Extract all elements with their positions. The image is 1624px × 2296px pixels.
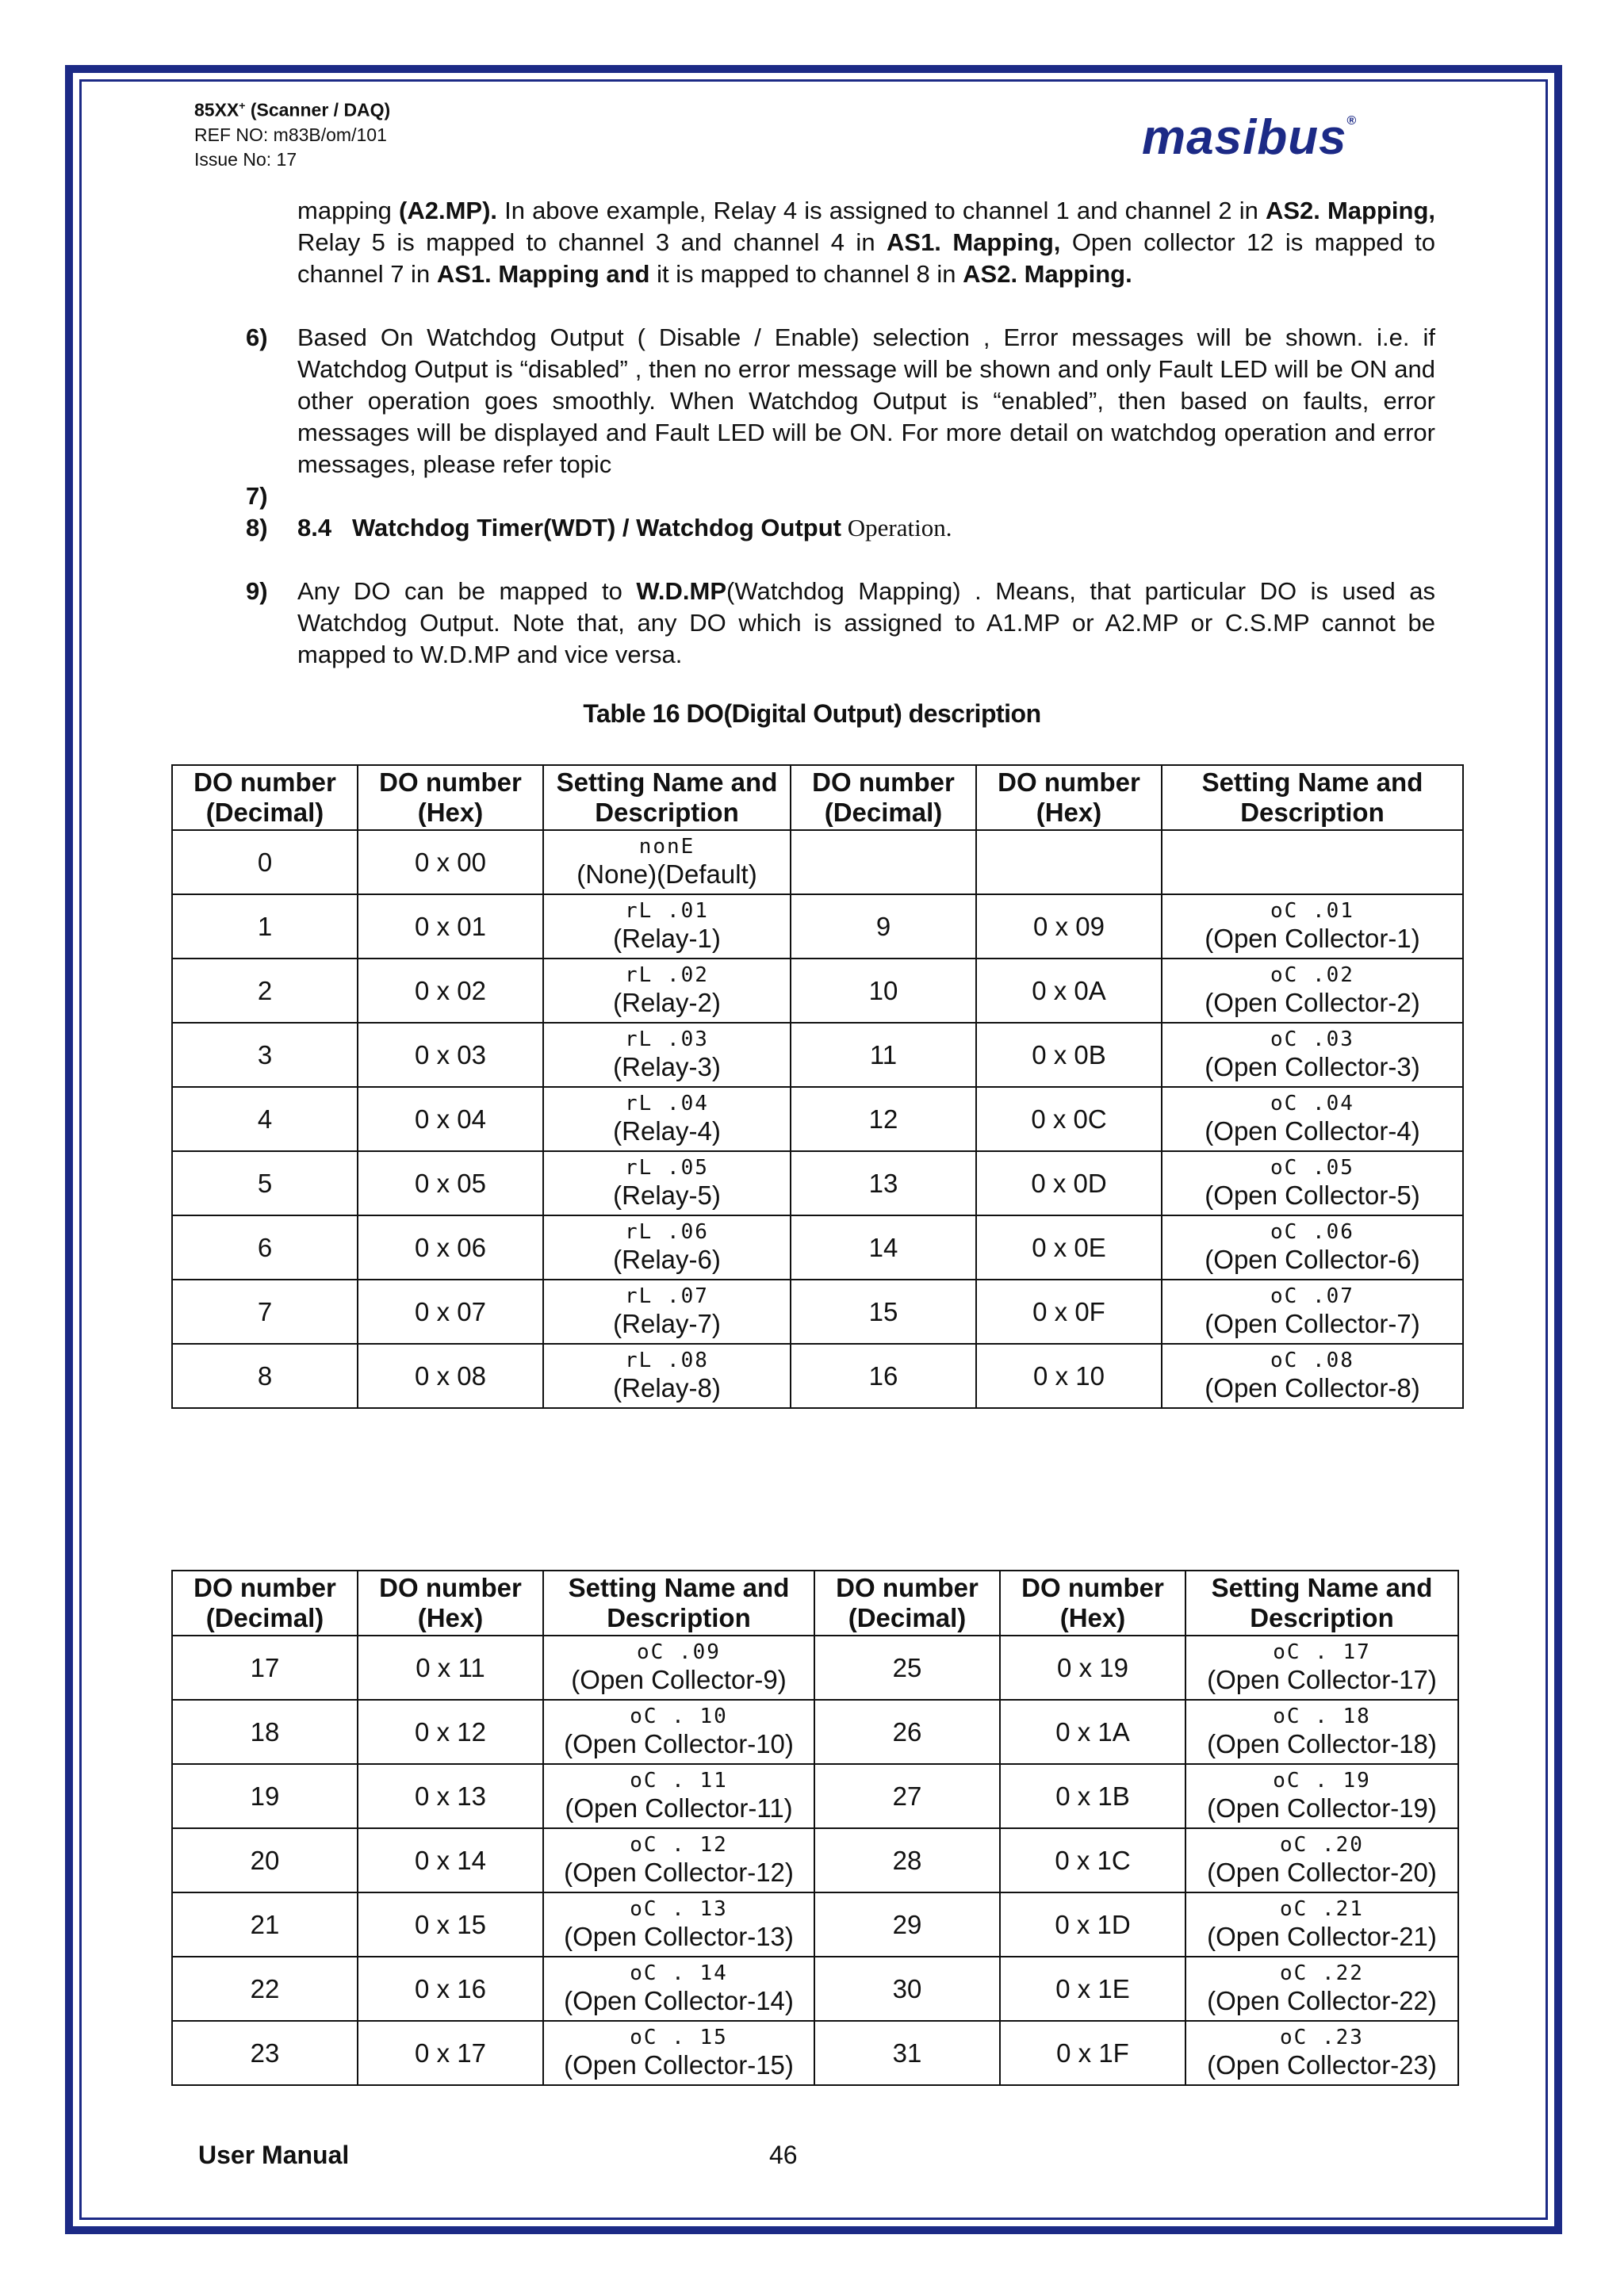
hex-cell: 0 x 19 [1000,1636,1185,1700]
setting-code: rL .05 [625,1157,709,1180]
column-header: DO number (Hex) [976,765,1162,830]
setting-code: oC .23 [1280,2026,1364,2049]
setting-code: oC . 15 [630,2026,728,2049]
setting-description: (None)(Default) [576,859,757,889]
decimal-cell: 26 [814,1700,1000,1764]
setting-code: oC .03 [1270,1028,1354,1051]
setting-code: oC . 17 [1273,1641,1371,1664]
decimal-cell: 18 [172,1700,358,1764]
hex-cell: 0 x 1E [1000,1957,1185,2021]
decimal-cell: 8 [172,1344,358,1408]
item-9-text [297,576,1435,671]
section-title-tail: Operation. [841,514,952,541]
column-header: Setting Name and Description [543,765,791,830]
hex-cell: 0 x 02 [358,959,543,1023]
decimal-cell: 22 [172,1957,358,2021]
decimal-cell: 29 [814,1892,1000,1957]
hex-cell: 0 x 0E [976,1215,1162,1280]
setting-code: oC .06 [1270,1221,1354,1244]
do-table-1 [171,764,1464,1409]
setting-cell [543,1828,814,1892]
setting-description: (Open Collector-11) [565,1793,793,1823]
setting-description: (Relay-2) [613,987,721,1017]
decimal-cell: 30 [814,1957,1000,2021]
setting-code: oC .22 [1280,1962,1364,1985]
setting-description: (Open Collector-23) [1207,2049,1437,2080]
setting-cell [1162,894,1463,959]
setting-code: oC .08 [1270,1349,1354,1372]
setting-description: (Open Collector-4) [1205,1115,1420,1146]
setting-cell [1162,959,1463,1023]
hex-cell: 0 x 12 [358,1700,543,1764]
setting-cell [1185,1700,1458,1764]
table-row [172,1151,1463,1215]
setting-description: (Open Collector-5) [1205,1180,1420,1210]
decimal-cell: 7 [172,1280,358,1344]
setting-code: oC . 14 [630,1962,728,1985]
intro-bold-2: AS2. Mapping, [1265,197,1435,224]
hex-cell: 0 x 03 [358,1023,543,1087]
do-table-2 [171,1570,1459,2086]
decimal-cell: 16 [791,1344,976,1408]
setting-description: (Open Collector-2) [1205,987,1420,1017]
table-caption: Table 16 DO(Digital Output) description [583,699,1041,728]
setting-description: (Open Collector-3) [1205,1051,1420,1081]
setting-description: (Relay-1) [613,923,721,953]
hex-cell: 0 x 15 [358,1892,543,1957]
setting-description: (Open Collector-17) [1207,1664,1437,1694]
decimal-cell: 0 [172,830,358,894]
setting-cell [543,2021,814,2085]
hex-cell: 0 x 13 [358,1764,543,1828]
setting-cell [1162,830,1463,894]
setting-code: oC .04 [1270,1093,1354,1115]
hex-cell: 0 x 16 [358,1957,543,2021]
hex-cell: 0 x 06 [358,1215,543,1280]
item-9-text-1: Any DO can be mapped to [297,577,637,605]
hex-cell: 0 x 1C [1000,1828,1185,1892]
hex-cell [976,830,1162,894]
setting-description: (Relay-6) [613,1244,721,1274]
column-header: DO number (Hex) [1000,1571,1185,1636]
setting-cell [1185,1828,1458,1892]
setting-description: (Open Collector-8) [1205,1372,1420,1402]
hex-cell: 0 x 1B [1000,1764,1185,1828]
table-row [172,894,1463,959]
setting-description: (Relay-7) [613,1308,721,1338]
intro-text-1: mapping [297,197,400,224]
setting-description: (Open Collector-10) [564,1728,794,1758]
intro-bold-1: (A2.MP). [399,197,498,224]
section-title: Watchdog Timer(WDT) / Watchdog Output [351,514,841,541]
decimal-cell: 27 [814,1764,1000,1828]
setting-description: (Open Collector-15) [564,2049,794,2080]
setting-code: oC . 13 [630,1898,728,1921]
setting-cell [543,1280,791,1344]
decimal-cell: 11 [791,1023,976,1087]
item-7-number: 7) [246,482,268,510]
setting-cell [543,1151,791,1215]
decimal-cell: 14 [791,1215,976,1280]
setting-code: oC .07 [1270,1285,1354,1308]
document-header [194,94,390,172]
item-8-number: 8) [246,514,268,541]
hex-cell: 0 x 1A [1000,1700,1185,1764]
setting-cell [543,894,791,959]
item-9-bold: W.D.MP [636,577,727,605]
page-number: 46 [769,2141,798,2169]
table-header-row [172,1571,1458,1636]
setting-cell [543,1087,791,1151]
decimal-cell: 23 [172,2021,358,2085]
setting-description: (Open Collector-13) [564,1921,794,1951]
setting-cell [1162,1023,1463,1087]
item-6-text: Based On Watchdog Output ( Disable / Enable) selection , Error messages will be shown. i.e. if Watchdog Output is “disabled” , then no error message will be shown and only Fault LED will be ON and other operation goes smoothly. When Watchdog Output is “enabled”, then based on faults, error messages will be displayed and Fault LED will be ON. For more detail on watchdog operation and error messages, please refer topic [297,323,1435,478]
setting-code: oC . 11 [630,1770,728,1793]
table-row [172,1828,1458,1892]
setting-description: (Open Collector-22) [1207,1985,1437,2015]
setting-cell [1162,1087,1463,1151]
table-header-row [172,765,1463,830]
setting-description: (Open Collector-9) [571,1664,787,1694]
setting-cell [543,1636,814,1700]
decimal-cell: 13 [791,1151,976,1215]
hex-cell: 0 x 0A [976,959,1162,1023]
setting-code: rL .01 [625,900,709,923]
setting-description: (Open Collector-20) [1207,1857,1437,1887]
table-row [172,1087,1463,1151]
table-row [172,1700,1458,1764]
hex-cell: 0 x 09 [976,894,1162,959]
setting-description: (Open Collector-18) [1207,1728,1437,1758]
setting-code: oC .05 [1270,1157,1354,1180]
intro-bold-3: AS1. Mapping, [887,228,1061,256]
setting-cell [1185,1957,1458,2021]
intro-bold-5: AS2. Mapping. [963,260,1132,288]
decimal-cell: 21 [172,1892,358,1957]
hex-cell: 0 x 07 [358,1280,543,1344]
setting-cell [543,1344,791,1408]
setting-description: (Open Collector-21) [1207,1921,1437,1951]
table-row [172,1892,1458,1957]
intro-text-5: it is mapped to channel 8 in [649,260,963,288]
table-row [172,1957,1458,2021]
product-suffix: (Scanner / DAQ) [245,99,391,121]
setting-code: nonE [638,836,695,859]
column-header: DO number (Hex) [358,765,543,830]
footer-user-manual: User Manual [198,2141,350,2169]
setting-cell [543,1892,814,1957]
decimal-cell: 25 [814,1636,1000,1700]
issue-number: Issue No: 17 [194,148,297,170]
setting-description: (Relay-8) [613,1372,721,1402]
setting-code: rL .02 [625,964,709,987]
setting-cell [543,959,791,1023]
hex-cell: 0 x 17 [358,2021,543,2085]
column-header: Setting Name and Description [1185,1571,1458,1636]
table-row [172,830,1463,894]
intro-text-2: In above example, Relay 4 is assigned to channel 1 and channel 2 in [497,197,1266,224]
setting-description: (Open Collector-14) [564,1985,794,2015]
setting-cell [1185,2021,1458,2085]
setting-cell [543,1764,814,1828]
column-header: Setting Name and Description [543,1571,814,1636]
decimal-cell: 3 [172,1023,358,1087]
setting-cell [1162,1215,1463,1280]
table-row [172,1344,1463,1408]
column-header: DO number (Decimal) [814,1571,1000,1636]
setting-code: oC . 12 [630,1834,728,1857]
setting-code [1162,851,1462,874]
setting-cell [543,1215,791,1280]
setting-cell [1185,1892,1458,1957]
item-8-heading [297,512,1435,544]
hex-cell: 0 x 0F [976,1280,1162,1344]
setting-cell [1162,1151,1463,1215]
setting-code: rL .06 [625,1221,709,1244]
setting-description: (Open Collector-19) [1207,1793,1437,1823]
decimal-cell: 10 [791,959,976,1023]
hex-cell: 0 x 0D [976,1151,1162,1215]
column-header: DO number (Decimal) [791,765,976,830]
table-row [172,1215,1463,1280]
setting-cell [1162,1280,1463,1344]
setting-description: (Relay-3) [613,1051,721,1081]
logo-text: masibus [1142,110,1347,165]
decimal-cell: 4 [172,1087,358,1151]
hex-cell: 0 x 08 [358,1344,543,1408]
column-header: DO number (Hex) [358,1571,543,1636]
decimal-cell: 31 [814,2021,1000,2085]
setting-code: rL .07 [625,1285,709,1308]
hex-cell: 0 x 0B [976,1023,1162,1087]
item-9-text-2: (Watchdog Mapping) . Means, that particular DO is used as Watchdog Output. Note that, any DO which is assigned to A1.MP or A2.MP or C.S.MP cannot be mapped to W.D.MP and vice versa. [297,577,1436,668]
product-name: 85XX [194,99,239,121]
setting-code: oC . 10 [630,1705,728,1728]
intro-paragraph [297,195,1435,290]
product-line [194,94,390,123]
ref-number: REF NO: m83B/om/101 [194,124,387,145]
decimal-cell: 5 [172,1151,358,1215]
setting-cell [543,1957,814,2021]
column-header: DO number (Decimal) [172,765,358,830]
hex-cell: 0 x 05 [358,1151,543,1215]
hex-cell: 0 x 1D [1000,1892,1185,1957]
setting-cell [543,830,791,894]
decimal-cell: 20 [172,1828,358,1892]
decimal-cell: 2 [172,959,358,1023]
decimal-cell: 28 [814,1828,1000,1892]
decimal-cell: 9 [791,894,976,959]
decimal-cell: 1 [172,894,358,959]
table-row [172,2021,1458,2085]
setting-code: rL .04 [625,1093,709,1115]
setting-code: oC .01 [1270,900,1354,923]
table-row [172,1023,1463,1087]
setting-code: oC . 19 [1273,1770,1371,1793]
intro-text-3: Relay 5 is mapped to channel 3 and channel 4 in [297,228,887,256]
setting-code: oC . 18 [1273,1705,1371,1728]
intro-text-4: Open collector 12 is mapped to channel 7 in [297,228,1435,288]
hex-cell: 0 x 11 [358,1636,543,1700]
decimal-cell: 6 [172,1215,358,1280]
setting-description: (Relay-5) [613,1180,721,1210]
setting-cell [543,1023,791,1087]
decimal-cell: 19 [172,1764,358,1828]
setting-code: rL .03 [625,1028,709,1051]
column-header: DO number (Decimal) [172,1571,358,1636]
item-6-number: 6) [246,323,268,351]
table-row [172,1764,1458,1828]
hex-cell: 0 x 01 [358,894,543,959]
setting-code: oC .20 [1280,1834,1364,1857]
decimal-cell: 15 [791,1280,976,1344]
setting-code: oC .02 [1270,964,1354,987]
setting-description: (Open Collector-6) [1205,1244,1420,1274]
setting-cell [543,1700,814,1764]
setting-code: oC .09 [637,1641,721,1664]
setting-cell [1185,1764,1458,1828]
hex-cell: 0 x 0C [976,1087,1162,1151]
setting-description: (Open Collector-7) [1205,1308,1420,1338]
table-row [172,1280,1463,1344]
hex-cell: 0 x 04 [358,1087,543,1151]
setting-cell [1185,1636,1458,1700]
decimal-cell: 12 [791,1087,976,1151]
setting-description: (Relay-4) [613,1115,721,1146]
setting-cell [1162,1344,1463,1408]
item-9-number: 9) [246,577,268,605]
table-row [172,1636,1458,1700]
hex-cell: 0 x 10 [976,1344,1162,1408]
table-row [172,959,1463,1023]
intro-bold-4: AS1. Mapping and [436,260,650,288]
decimal-cell [791,830,976,894]
hex-cell: 0 x 14 [358,1828,543,1892]
column-header: Setting Name and Description [1162,765,1463,830]
hex-cell: 0 x 00 [358,830,543,894]
product-sup: + [239,99,246,112]
setting-code: oC .21 [1280,1898,1364,1921]
hex-cell: 0 x 1F [1000,2021,1185,2085]
setting-code: rL .08 [625,1349,709,1372]
setting-description: (Open Collector-1) [1205,923,1420,953]
masibus-logo [1142,109,1357,166]
setting-description: (Open Collector-12) [564,1857,794,1887]
decimal-cell: 17 [172,1636,358,1700]
section-number: 8.4 [297,514,332,541]
logo-registered-mark: ® [1346,114,1358,128]
